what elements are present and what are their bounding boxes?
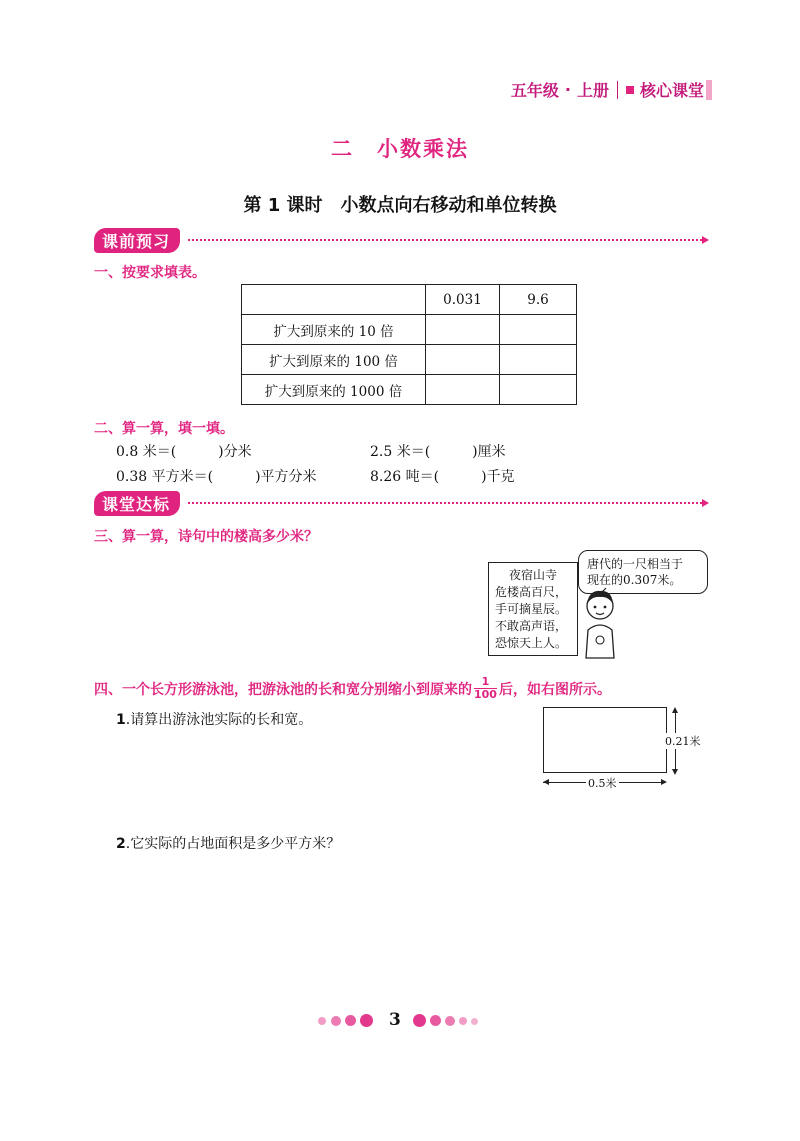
question-1-title: 一、按要求填表。 [94,265,206,281]
poem-line: 不敢高声语， [495,619,568,633]
dotted-rule [188,502,702,504]
conversion-item: 0.8 米＝( )分米 [116,444,252,460]
footer-dot [430,1015,441,1026]
footer-dot [413,1014,426,1027]
volume-label: 上册 [576,81,609,100]
footer-dot [331,1016,341,1026]
footer-dot [345,1015,356,1026]
section-banner-preview [94,228,180,252]
fill-table [241,284,577,405]
footer-dot [459,1017,467,1025]
dotted-rule [188,239,702,241]
section-banner-classroom [94,491,180,515]
pool-rectangle [543,707,667,773]
header-bar [706,80,712,100]
answer-cell[interactable] [426,375,500,405]
row-label: 扩大到原来的 10 倍 [242,315,426,345]
sub-question-number: 1 [116,712,126,728]
section-tag: 课前预习 [94,228,180,253]
conversion-item: 2.5 米＝( )厘米 [370,444,506,460]
width-label: 0.5米 [588,777,617,790]
sub-question-text: .请算出游泳池实际的长和宽。 [125,712,313,728]
table-row [242,315,577,345]
footer-dot [360,1014,373,1027]
question-3-title: 三、算一算，诗句中的楼高多少米？ [94,529,318,545]
page-number: 3 [389,1010,401,1030]
sub-question-text: .它实际的占地面积是多少平方米？ [125,836,341,852]
running-header [511,78,704,101]
arrow-icon [702,236,709,244]
footer-dot [318,1017,326,1025]
answer-cell[interactable] [500,345,577,375]
table-row [242,375,577,405]
footer-dot [445,1016,455,1026]
sub-question-number: 2 [116,836,126,852]
poem-card [488,562,578,656]
row-label: 扩大到原来的 1000 倍 [242,375,426,405]
answer-cell[interactable] [500,315,577,345]
series-label: 核心课堂 [639,81,704,100]
arrow-down-icon [672,769,678,775]
bubble-line: 唐代的一尺相当于 [587,557,684,571]
poem-line: 恐惊天上人。 [495,636,568,650]
grade-label: 五年级 [510,81,559,100]
arrow-right-icon [661,779,667,785]
fraction-denominator: 100 [474,688,497,701]
poem-title: 夜宿山寺 [508,568,557,582]
arrow-left-icon [543,779,549,785]
conversion-item: 0.38 平方米＝( )平方分米 [116,469,317,485]
table-row [242,345,577,375]
poem-line: 危楼高百尺， [495,585,568,599]
question-4-title [94,676,611,701]
answer-cell[interactable] [426,345,500,375]
chapter-title: 二 小数乘法 [331,137,469,161]
boy-icon [576,582,624,660]
answer-cell[interactable] [500,375,577,405]
fraction [474,676,497,701]
header-divider [617,81,618,99]
answer-cell[interactable] [426,315,500,345]
sub-question-2 [116,833,340,853]
question-2-title: 二、算一算，填一填。 [94,421,234,437]
section-tag: 课堂达标 [94,491,180,516]
fraction-numerator: 1 [481,675,490,688]
table-header-cell [242,285,426,315]
poem-line: 手可摘星辰。 [495,602,568,616]
table-header-cell: 9.6 [500,285,577,315]
pool-figure [543,707,707,793]
height-label: 0.21米 [665,735,701,748]
poem-illustration [488,550,708,660]
arrow-up-icon [672,707,678,713]
conversion-item: 8.26 吨＝( )千克 [370,469,515,485]
row-label: 扩大到原来的 100 倍 [242,345,426,375]
bubble-line: 现在的0.307米。 [587,573,682,587]
header-square-icon [626,86,634,94]
lesson-title: 第 1 课时 小数点向右移动和单位转换 [243,195,557,216]
footer-dot [471,1018,478,1025]
q4-title-after: 后，如右图所示。 [498,681,611,698]
table-header-cell: 0.031 [426,285,500,315]
table-header-row [242,285,577,315]
header-dot: · [564,80,571,99]
sub-question-1 [116,709,312,729]
q4-title-before: 四、一个长方形游泳池，把游泳池的长和宽分别缩小到原来的 [94,681,472,698]
arrow-icon [702,499,709,507]
